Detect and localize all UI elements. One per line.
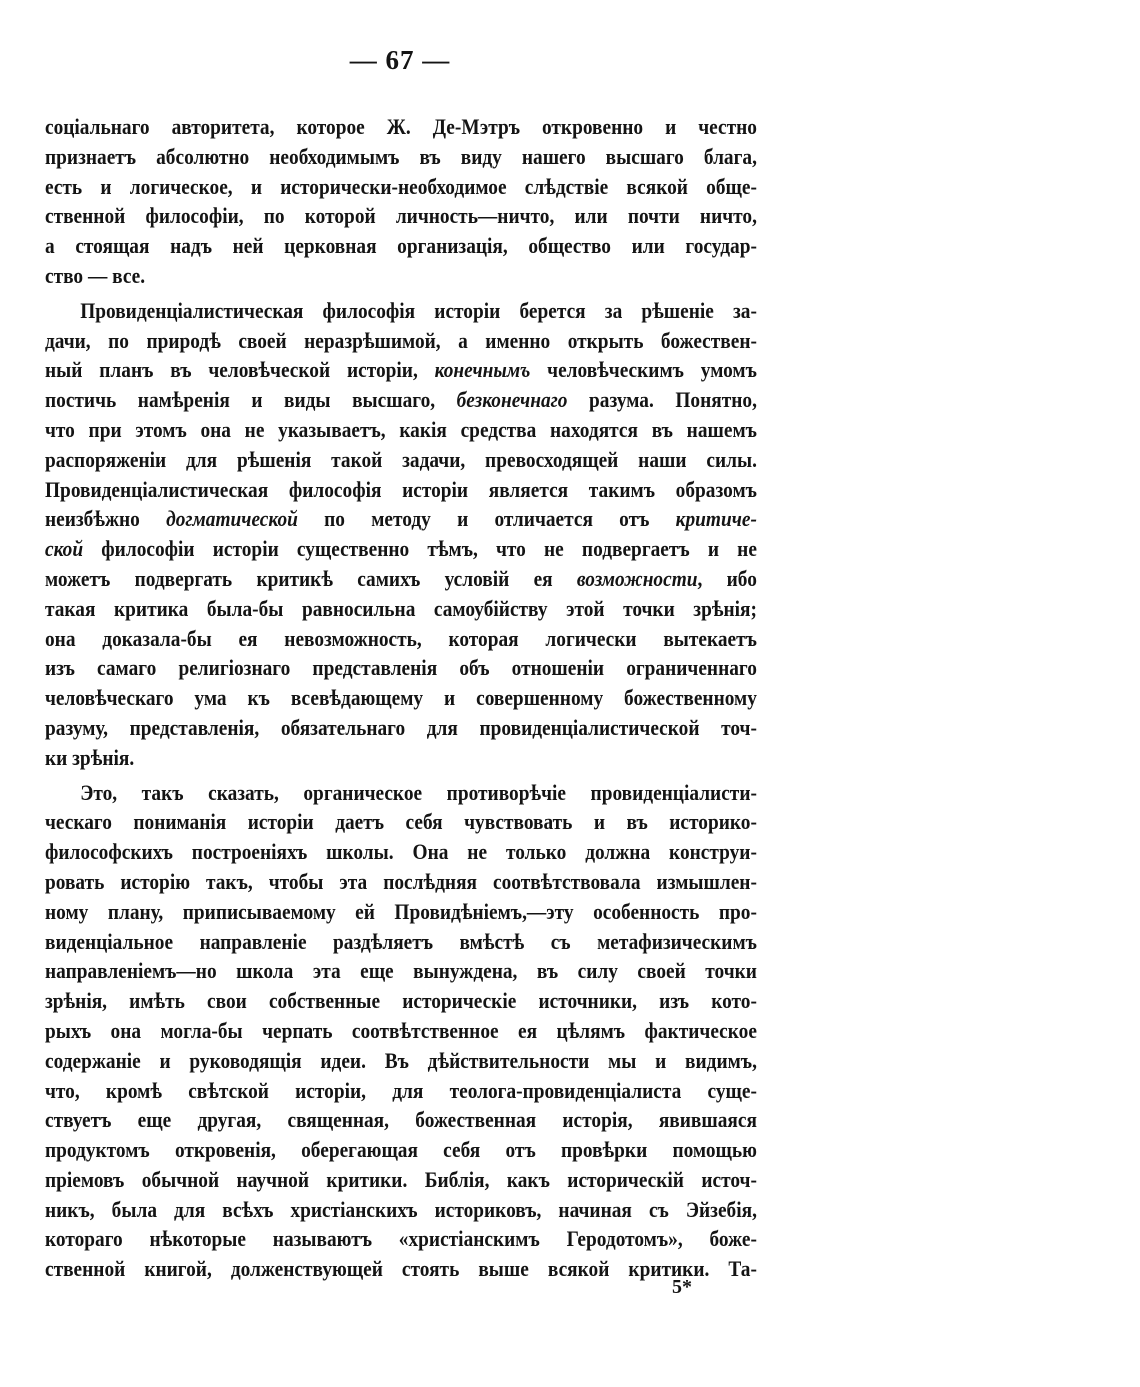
text-span: можетъ подвергать критикѣ самихъ условій ея [45, 565, 577, 591]
text-line: что, кромѣ свѣтской исторіи, для теолога-провиденціалиста суще- [45, 1077, 757, 1103]
emphasis-word: критиче- [675, 506, 757, 532]
text-line: зрѣнія, имѣть свои собственные историческіе источники, изъ кото- [45, 988, 757, 1014]
signature-mark: 5* [672, 1276, 692, 1298]
text-span: человѣческимъ умомъ [530, 357, 757, 383]
text-line: такая критика была-бы равносильна самоубійству этой точки зрѣнія; [45, 595, 757, 621]
text-line: котораго нѣкоторые называютъ «христіанскимъ Геродотомъ», боже- [45, 1226, 757, 1252]
text-line: разуму, представленія, обязательнаго для провиденціалистической точ- [45, 714, 757, 740]
text-line: продуктомъ откровенія, оберегающая себя отъ провѣрки помощью [45, 1137, 757, 1163]
text-line: содержаніе и руководящія идеи. Въ дѣйствительности мы и видимъ, [45, 1047, 757, 1073]
text-line: ческаго пониманія исторіи даетъ себя чувствовать и въ историко- [45, 809, 757, 835]
emphasis-word: ской [45, 536, 84, 562]
text-span: по методу и отличается отъ [297, 506, 676, 532]
text-span: философіи исторіи существенно тѣмъ, что не подвергаетъ и не [83, 536, 757, 562]
text-line: Провиденціалистическая философія исторіи берется за рѣшеніе за- [80, 297, 757, 323]
text-line: рыхъ она могла-бы черпать соотвѣтственное ея цѣлямъ фактическое [45, 1017, 757, 1043]
text-line: ровать исторію такъ, чтобы эта послѣдняя соотвѣтствовала измышлен- [45, 868, 757, 894]
text-line [45, 355, 757, 385]
text-span: постичь намѣренія и виды высшаго, [45, 387, 457, 413]
text-line: Это, такъ сказать, органическое противорѣчіе провиденціалисти- [80, 779, 757, 805]
emphasis-word: догматической [166, 506, 298, 532]
text-line [45, 385, 757, 415]
text-line: ному плану, приписываемому ей Провидѣніемъ,—эту особенность про- [45, 898, 757, 924]
text-span: ный планъ въ человѣческой исторіи, [45, 357, 435, 383]
text-line: соціальнаго авторитета, которое Ж. Де-Мэтръ откровенно и честно [45, 114, 757, 139]
text-line: Провиденціалистическая философія исторіи является такимъ образомъ [45, 476, 757, 502]
text-line: дачи, по природѣ своей неразрѣшимой, а именно открыть божествен- [45, 327, 757, 353]
text-line: никъ, была для всѣхъ христіанскихъ историковъ, начиная съ Эйзебія, [45, 1196, 757, 1222]
text-line: ствуетъ еще другая, священная, божественная исторія, явившаяся [45, 1107, 757, 1133]
text-span: разума. Понятно, [567, 387, 757, 413]
text-line: направленіемъ—но школа эта еще вынуждена, въ силу своей точки [45, 958, 757, 984]
text-line [45, 504, 757, 534]
paragraph [45, 112, 757, 291]
text-line: ственной философіи, по которой личность—ничто, или почти ничто, [45, 203, 757, 229]
text-line: виденціальное направленіе раздѣляетъ вмѣстѣ съ метафизическимъ [45, 928, 757, 954]
paragraph [45, 296, 757, 773]
page-number: — 67 — [349, 45, 451, 75]
text-line: ство — все. [45, 262, 146, 288]
text-line [45, 534, 757, 564]
text-span: , ибо [697, 565, 757, 591]
paragraph [45, 778, 757, 1285]
text-column [45, 112, 757, 1284]
text-line: она доказала-бы ея невозможность, которая логически вытекаетъ [45, 625, 757, 651]
text-line: что при этомъ она не указываетъ, какія средства находятся въ нашемъ [45, 416, 757, 442]
text-line: а стоящая надъ ней церковная организація, общество или государ- [45, 233, 757, 259]
text-line: есть и логическое, и исторически-необходимое слѣдствіе всякой обще- [45, 173, 757, 199]
text-line: признаетъ абсолютно необходимымъ въ виду нашего высшаго блага, [45, 143, 757, 169]
text-line: пріемовъ обычной научной критики. Библія, какъ историческій источ- [45, 1166, 757, 1192]
text-line [45, 564, 757, 594]
text-line: распоряженіи для рѣшенія такой задачи, превосходящей наши силы. [45, 446, 757, 472]
text-line: ки зрѣнія. [45, 744, 135, 770]
emphasis-word: возможности [576, 565, 698, 591]
text-line: философскихъ построеніяхъ школы. Она не только должна конструи- [45, 839, 757, 865]
text-line: человѣческаго ума къ всевѣдающему и совершенному божественному [45, 685, 757, 711]
emphasis-word: конечнымъ [434, 357, 531, 383]
text-span: неизбѣжно [45, 506, 167, 532]
text-line: ственной книгой, долженствующей стоять выше всякой критики. Та- [45, 1256, 757, 1282]
emphasis-word: безконечнаго [456, 387, 568, 413]
text-line: изъ самаго религіознаго представленія объ отношеніи ограниченнаго [45, 655, 757, 681]
